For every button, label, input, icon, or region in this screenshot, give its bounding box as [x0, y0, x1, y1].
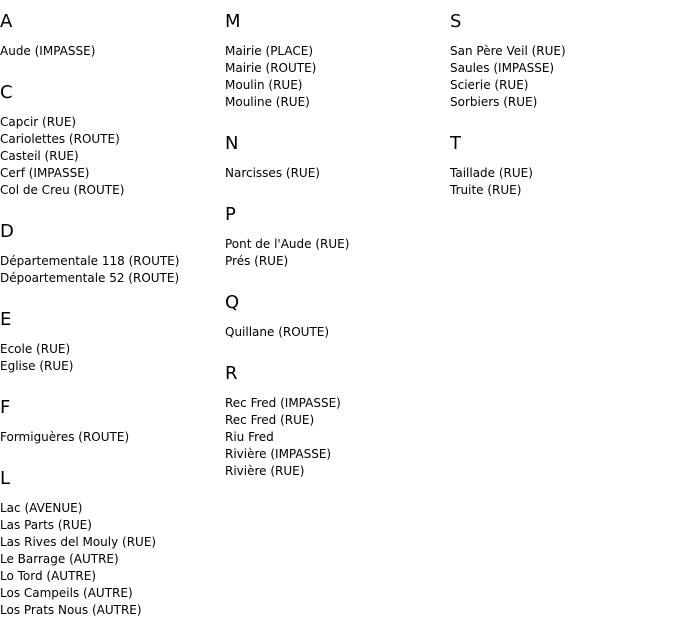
street-link[interactable]: Taillade (RUE) [450, 166, 533, 180]
street-link[interactable]: Dépoartementale 52 (ROUTE) [0, 271, 180, 285]
street-index-column-3 [450, 12, 670, 222]
letter-group [0, 83, 220, 199]
street-link[interactable]: Riu Fred [225, 430, 274, 444]
letter-heading: D [0, 221, 14, 242]
street-link[interactable]: Quillane (ROUTE) [225, 325, 330, 339]
street-link[interactable]: Rec Fred (IMPASSE) [225, 396, 341, 410]
street-link[interactable]: Moulin (RUE) [225, 78, 303, 92]
letter-group [225, 134, 445, 182]
street-link[interactable]: Los Campeils (AUTRE) [0, 586, 133, 600]
street-link[interactable]: Col de Creu (ROUTE) [0, 183, 125, 197]
street-link[interactable]: Capcir (RUE) [0, 115, 77, 129]
letter-heading: R [225, 363, 238, 384]
letter-group [0, 310, 220, 375]
letter-heading: A [0, 11, 13, 32]
street-link[interactable]: Départementale 118 (ROUTE) [0, 254, 180, 268]
street-link[interactable]: Scierie (RUE) [450, 78, 529, 92]
street-link[interactable]: Ecole (RUE) [0, 342, 71, 356]
street-link[interactable]: Cerf (IMPASSE) [0, 166, 90, 180]
street-link[interactable]: Mairie (ROUTE) [225, 61, 317, 75]
letter-group [225, 293, 445, 341]
street-link[interactable]: Formiguères (ROUTE) [0, 430, 130, 444]
letter-heading: S [450, 11, 462, 32]
letter-heading: L [0, 468, 11, 489]
street-link[interactable]: Le Barrage (AUTRE) [0, 552, 119, 566]
letter-heading: C [0, 82, 13, 103]
letter-group [0, 12, 220, 60]
street-link[interactable]: Truite (RUE) [450, 183, 522, 197]
street-link[interactable]: Los Prats Nous (AUTRE) [0, 603, 142, 617]
street-link[interactable]: Rec Fred (RUE) [225, 413, 315, 427]
letter-group [0, 398, 220, 446]
street-link[interactable]: Saules (IMPASSE) [450, 61, 555, 75]
letter-group [0, 469, 220, 619]
street-link[interactable]: Las Parts (RUE) [0, 518, 92, 532]
street-link[interactable]: Narcisses (RUE) [225, 166, 320, 180]
letter-group [225, 12, 445, 111]
letter-group [450, 12, 670, 111]
letter-heading: Q [225, 292, 240, 313]
street-link[interactable]: Las Rives del Mouly (RUE) [0, 535, 157, 549]
street-index-column-1 [0, 12, 220, 642]
street-link[interactable]: Lo Tord (AUTRE) [0, 569, 97, 583]
letter-heading: P [225, 204, 236, 225]
letter-heading: T [450, 133, 461, 154]
letter-group [225, 205, 445, 270]
street-link[interactable]: Rivière (IMPASSE) [225, 447, 332, 461]
letter-heading: M [225, 11, 241, 32]
street-link[interactable]: Sorbiers (RUE) [450, 95, 538, 109]
letter-group [450, 134, 670, 199]
street-link[interactable]: Lac (AVENUE) [0, 501, 83, 515]
street-link[interactable]: Cariolettes (ROUTE) [0, 132, 120, 146]
street-link[interactable]: Eglise (RUE) [0, 359, 74, 373]
letter-group [225, 364, 445, 480]
street-link[interactable]: Rivière (RUE) [225, 464, 305, 478]
street-link[interactable]: Pont de l'Aude (RUE) [225, 237, 350, 251]
letter-group [0, 222, 220, 287]
street-link[interactable]: Mouline (RUE) [225, 95, 310, 109]
street-index-column-2 [225, 12, 445, 503]
street-link[interactable]: Prés (RUE) [225, 254, 289, 268]
street-link[interactable]: Aude (IMPASSE) [0, 44, 96, 58]
street-link[interactable]: Casteil (RUE) [0, 149, 79, 163]
letter-heading: N [225, 133, 239, 154]
letter-heading: E [0, 309, 12, 330]
street-link[interactable]: San Père Veil (RUE) [450, 44, 566, 58]
letter-heading: F [0, 397, 11, 418]
street-link[interactable]: Mairie (PLACE) [225, 44, 314, 58]
